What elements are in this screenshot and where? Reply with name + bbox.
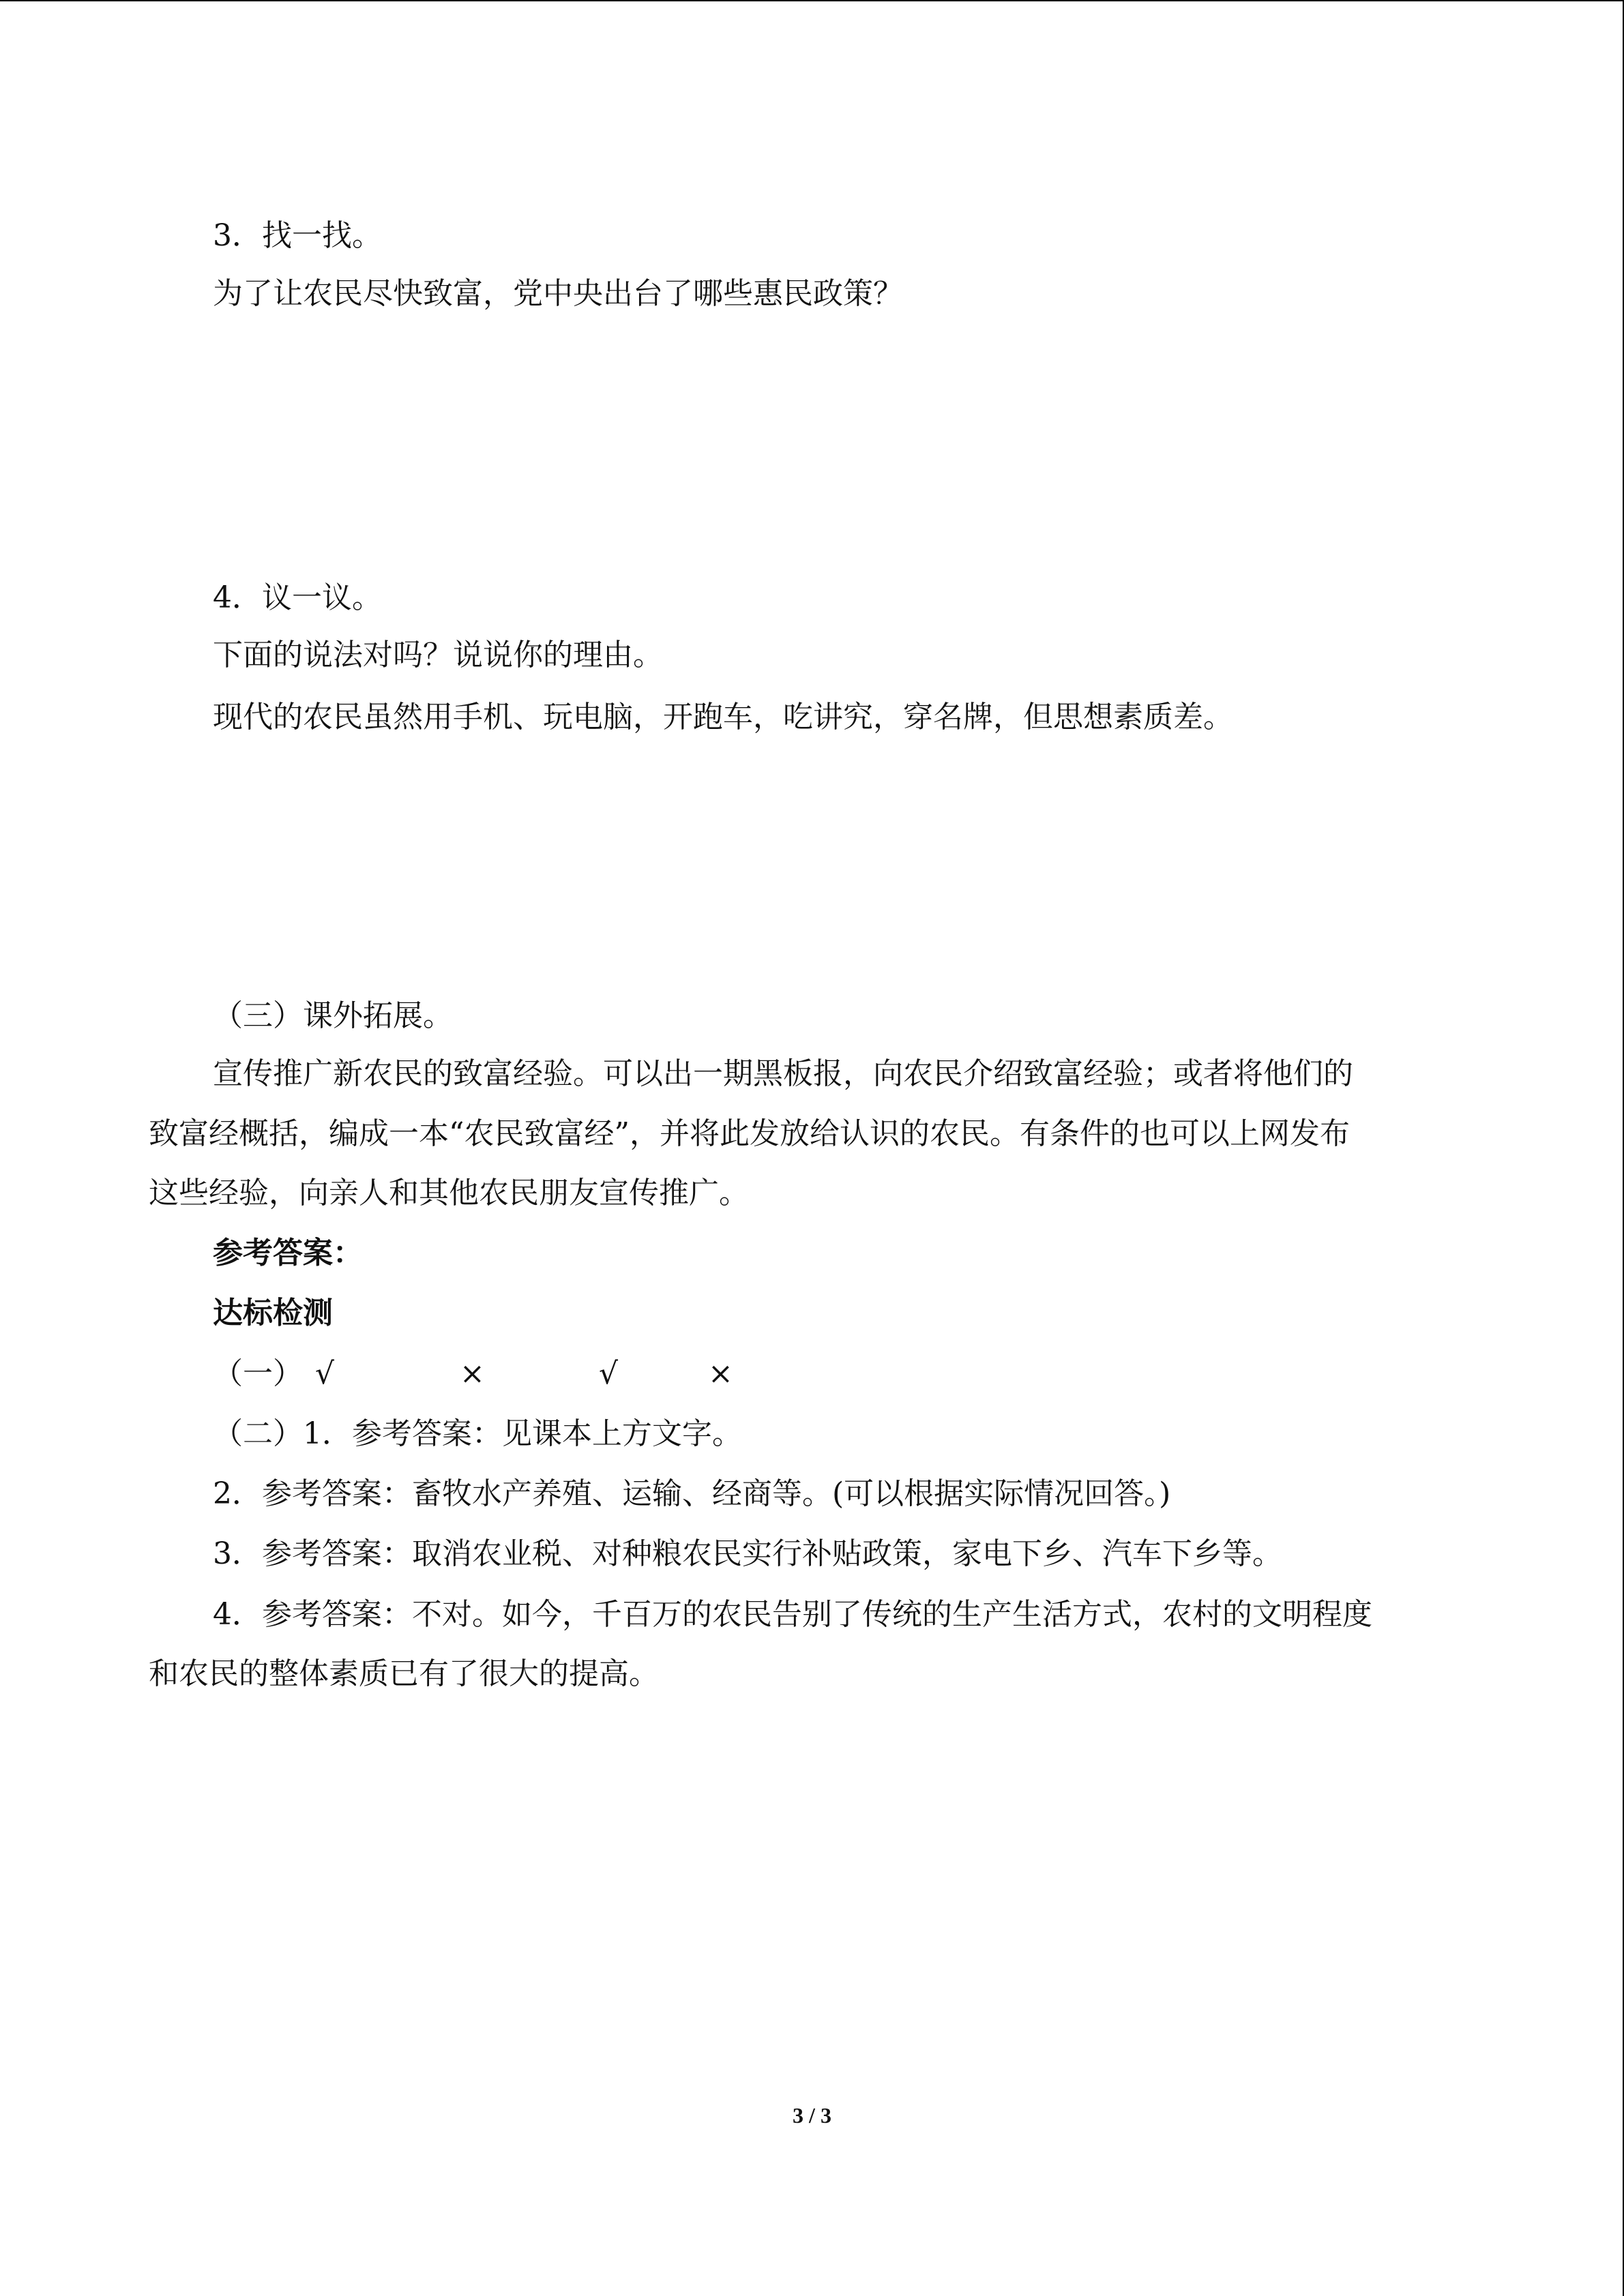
answer-item2: 2．参考答案：畜牧水产养殖、运输、经商等。(可以根据实际情况回答。) (213, 1476, 1171, 1511)
part1-mark-1: √ (315, 1356, 335, 1391)
extension-line-3: 这些经验，向亲人和其他农民朋友宣传推广。 (149, 1176, 749, 1210)
part1-mark-3: √ (599, 1356, 619, 1391)
answer-item4-line2: 和农民的整体素质已有了很大的提高。 (149, 1656, 659, 1691)
section3-heading: 3．找一找。 (213, 218, 382, 253)
extension-line-2: 致富经概括，编成一本“农民致富经”，并将此发放给认识的农民。有条件的也可以上网发布 (149, 1116, 1350, 1151)
section4-statement: 现代的农民虽然用手机、玩电脑，开跑车，吃讲究，穿名牌，但思想素质差。 (213, 700, 1233, 734)
section4-prompt: 下面的说法对吗？说说你的理由。 (213, 638, 663, 672)
page-number: 3 / 3 (793, 2103, 831, 2128)
part1-mark-4: × (708, 1356, 733, 1391)
part1-label: （一） (213, 1356, 303, 1391)
answers-title: 参考答案： (213, 1236, 363, 1270)
answer-item4-line1: 4．参考答案：不对。如今，千百万的农民告别了传统的生产生活方式，农村的文明程度 (213, 1597, 1372, 1632)
section3-question: 为了让农民尽快致富，党中央出台了哪些惠民政策？ (213, 276, 903, 311)
section4-heading: 4．议一议。 (213, 580, 382, 615)
answers-subtitle: 达标检测 (213, 1296, 333, 1330)
part1-mark-2: × (460, 1356, 485, 1391)
part2-item1: （二）1．参考答案：见课本上方文字。 (213, 1416, 742, 1451)
extension-line-1: 宣传推广新农民的致富经验。可以出一期黑板报，向农民介绍致富经验；或者将他们的 (213, 1056, 1353, 1091)
extension-heading: （三）课外拓展。 (213, 998, 453, 1033)
answer-item3: 3．参考答案：取消农业税、对种粮农民实行补贴政策，家电下乡、汽车下乡等。 (213, 1536, 1282, 1571)
